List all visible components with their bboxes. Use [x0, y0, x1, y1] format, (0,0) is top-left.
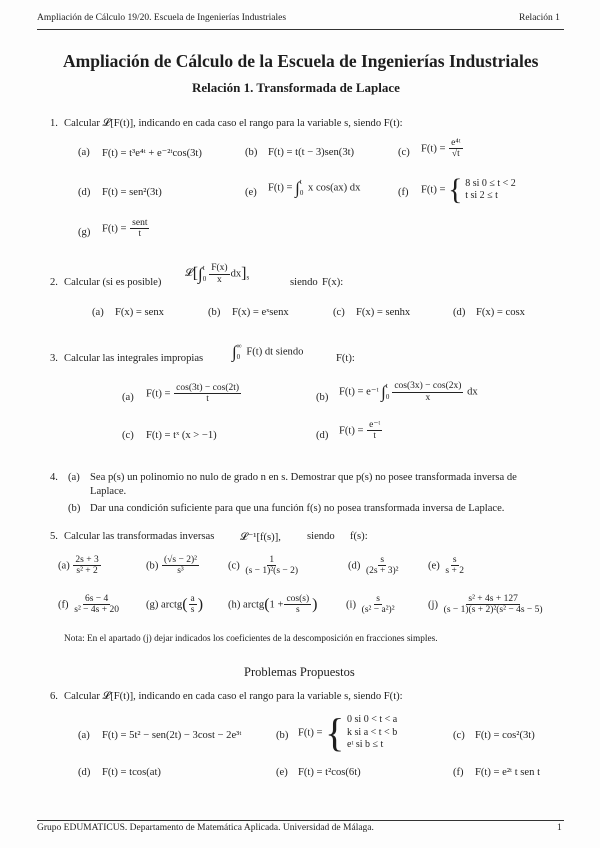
- p3-a-label: (a): [122, 392, 134, 403]
- p1-b-expr: F(t) = t(t − 3)sen(3t): [268, 147, 355, 158]
- problem-4-number: 4.: [50, 472, 58, 483]
- p5-b-label: (b): [146, 560, 159, 572]
- p5-h: [228, 594, 317, 616]
- p3-d-expr: [339, 420, 383, 442]
- p3-integral-expr: [232, 341, 303, 363]
- p5-c-label: (c): [228, 560, 240, 572]
- paren-close-icon: ): [312, 595, 318, 613]
- p3-d-label: (d): [316, 430, 329, 441]
- p5-h-fraction: [284, 594, 311, 616]
- p5-b-num: (√s − 2)²: [164, 555, 197, 565]
- p1-g-fraction: [130, 218, 149, 240]
- p1-e-body: x cos(ax) dx: [308, 182, 361, 194]
- problem-1-statement: Calcular 𝓛[F(t)], indicando en cada caso el rango para la variable s, siendo F(t):: [64, 118, 403, 129]
- p2-siendo: siendo: [290, 277, 318, 288]
- bracket-close-icon: ]: [241, 265, 247, 283]
- problem-2-statement: Calcular (si es posible): [64, 277, 162, 288]
- p2-f-num: F(x): [211, 263, 228, 274]
- paren-open-icon: (: [182, 595, 188, 613]
- p1-e-expr: [268, 177, 360, 199]
- p3-c-label: (c): [122, 430, 134, 441]
- footer-rule: [37, 820, 564, 821]
- page-title: Ampliación de Cálculo de la Escuela de Ingenierías Industriales: [63, 51, 539, 71]
- p5-c: [228, 555, 301, 577]
- brace-icon: {: [448, 173, 463, 206]
- p6-b-expr: [298, 710, 398, 755]
- p2-upper: t: [202, 264, 205, 272]
- p5-e-fraction: [443, 555, 466, 577]
- p5-h-label: (h): [228, 599, 241, 611]
- header-right: Relación 1: [519, 13, 560, 23]
- p1-c-expr: [421, 138, 464, 160]
- p6-d-expr: F(t) = tcos(at): [102, 767, 161, 778]
- p2-d-label: (d): [453, 307, 466, 318]
- footer-left: Grupo EDUMATICUS. Departamento de Matemática Aplicada. Universidad de Málaga.: [37, 823, 374, 833]
- p6-e-label: (e): [276, 767, 288, 778]
- p3-body: F(t) dt siendo: [246, 346, 304, 358]
- p6-b-label: (b): [276, 730, 289, 741]
- p5-b-fraction: [162, 555, 199, 577]
- p6-c-expr: F(t) = cos²(3t): [475, 730, 535, 741]
- p3-c-expr: F(t) = tˣ (x > −1): [146, 430, 217, 441]
- paren-close-icon: ): [197, 595, 204, 613]
- p1-d-label: (d): [78, 187, 91, 198]
- p2-fraction: [209, 263, 229, 285]
- p4-a-label: (a): [68, 472, 80, 483]
- problem-3-number: 3.: [50, 353, 58, 364]
- p5-e-label: (e): [428, 560, 440, 572]
- p5-row1: [58, 555, 102, 577]
- p5-e-num: s: [452, 555, 457, 565]
- problem-1-number: 1.: [50, 118, 58, 129]
- problem-3-statement: Calcular las integrales impropias: [64, 353, 204, 364]
- problem-5-number: 5.: [50, 531, 58, 542]
- p3-a-lhs: F(t) =: [146, 388, 171, 400]
- p3-lower: 0: [236, 353, 241, 362]
- p5-d-den: (2s + 3)²: [366, 566, 399, 577]
- p1-f-expr: [421, 175, 516, 205]
- p4-a-line1: Sea p(s) un polinomio no nulo de grado n en s. Demostrar que p(s) no posee transformada inversa de: [90, 472, 517, 483]
- p5-j-num: s² + 4s + 127: [468, 594, 518, 604]
- p5-h-fn: arctg: [243, 599, 265, 611]
- p4-b-line: Dar una condición suficiente para que una función f(s) no posea transformada inversa de Laplace.: [90, 503, 505, 514]
- p6-d-label: (d): [78, 767, 91, 778]
- p5-f-label: (f): [58, 599, 69, 611]
- problem-5-statement: Calcular las transformadas inversas: [64, 531, 215, 542]
- p5-g-fn: arctg: [161, 599, 183, 611]
- p2-op: 𝓛: [185, 268, 193, 280]
- p5-b-den: s³: [177, 566, 184, 577]
- p5-c-num: 1: [269, 555, 275, 565]
- p1-c-lhs: F(t) =: [421, 143, 446, 155]
- integral-sign-icon: ∫: [295, 178, 300, 198]
- p3-b-num: cos(3x) − cos(2x): [394, 381, 462, 392]
- p5-g-fraction: [189, 594, 197, 616]
- p3-a-expr: [146, 383, 242, 405]
- p1-e-lower: 0: [299, 189, 304, 198]
- p5-a-fraction: [73, 555, 100, 577]
- p1-b-label: (b): [245, 147, 258, 158]
- p5-op: 𝓛⁻¹[f(s)],: [240, 532, 281, 543]
- p5-d-num: s: [380, 555, 385, 565]
- p5-f-den: s² − 4s + 20: [74, 605, 119, 616]
- integral-sign-icon: ∫: [381, 382, 386, 402]
- p5-i-den: (s² − a²)²: [361, 605, 395, 616]
- p1-f-case1: 8 si 0 ≤ t < 2: [465, 177, 516, 189]
- p5-j: [428, 594, 546, 616]
- p6-a-label: (a): [78, 730, 90, 741]
- p2-transform-expr: [185, 263, 249, 285]
- p1-c-den: √t: [451, 149, 460, 160]
- header-rule: [37, 29, 564, 30]
- p5-d-label: (d): [348, 560, 361, 572]
- p3-b-lhs: F(t) = e⁻ᵗ: [339, 386, 379, 398]
- p6-a-expr: F(t) = 5t² − sen(2t) − 3cost − 2e³ᵗ: [102, 730, 242, 741]
- p1-f-label: (f): [398, 187, 409, 198]
- p2-c-expr: F(x) = senhx: [356, 307, 411, 318]
- p5-i-num: s: [376, 594, 380, 604]
- footer-page-number: 1: [557, 823, 562, 833]
- p1-g-expr: [102, 218, 150, 240]
- p4-b-label: (b): [68, 503, 81, 514]
- page-subtitle: Relación 1. Transformada de Laplace: [192, 80, 400, 95]
- p2-b-label: (b): [208, 307, 221, 318]
- p3-b-den: x: [425, 392, 431, 403]
- p5-g-label: (g): [146, 599, 159, 611]
- p5-f-num: 6s − 4: [84, 594, 109, 604]
- p5-i-label: (i): [346, 599, 356, 611]
- p5-fs: f(s):: [350, 531, 368, 542]
- p3-d-den: t: [373, 431, 377, 442]
- p6-b-cases: [347, 714, 397, 752]
- p5-e: [428, 555, 467, 577]
- p5-f: [58, 594, 122, 616]
- p1-g-lhs: F(t) =: [102, 223, 127, 235]
- p5-c-den: (s − 1)²(s − 2): [245, 566, 299, 577]
- header-left: Ampliación de Cálculo 19/20. Escuela de Ingenierías Industriales: [37, 13, 287, 23]
- p3-ft: F(t):: [336, 353, 355, 364]
- p1-f-case2: t si 2 ≤ t: [465, 190, 498, 201]
- p5-h-one: 1 +: [269, 599, 284, 611]
- paren-open-icon: (: [264, 595, 270, 613]
- p5-g: [146, 594, 203, 616]
- p1-e-label: (e): [245, 187, 257, 198]
- p5-a-label: (a): [58, 560, 70, 572]
- p3-b-expr: [339, 381, 478, 403]
- p5-j-den: (s − 1)(s + 2)²(s² − 4s − 5): [443, 605, 543, 616]
- problem-6-statement: Calcular 𝓛[F(t)], indicando en cada caso el rango para la variable s, siendo F(t):: [64, 691, 403, 702]
- p5-a-num: 2s + 3: [75, 555, 99, 565]
- p5-siendo: siendo: [307, 531, 335, 542]
- bracket-open-icon: [: [192, 265, 199, 283]
- integral-sign-icon: ∫: [232, 342, 237, 362]
- p5-b: [146, 555, 200, 577]
- p1-e-lhs: F(t) =: [268, 182, 293, 194]
- p5-i: [346, 594, 398, 616]
- p5-g-den: s: [190, 605, 195, 616]
- p6-e-expr: F(t) = t²cos(6t): [298, 767, 361, 778]
- p6-b-lhs: F(t) =: [298, 727, 323, 739]
- p2-lower: 0: [202, 275, 207, 284]
- p6-b-case1: 0 si 0 < t < a: [347, 714, 398, 726]
- section-heading: Problemas Propuestos: [244, 665, 355, 679]
- p5-j-fraction: [442, 594, 545, 616]
- p5-d-fraction: [364, 555, 400, 577]
- p5-i-fraction: [360, 594, 397, 616]
- p2-a-label: (a): [92, 307, 104, 318]
- p3-d-fraction: [367, 420, 382, 442]
- p1-e-upper: t: [299, 178, 302, 186]
- p5-a-den: s² + 2: [76, 566, 98, 577]
- p2-b-expr: F(x) = eˣsenx: [232, 307, 289, 318]
- p5-e-den: s + 2: [445, 566, 464, 577]
- brace-icon: {: [325, 710, 345, 755]
- p6-f-expr: F(t) = e²ᵗ t sen t: [475, 767, 541, 778]
- p6-c-label: (c): [453, 730, 465, 741]
- p2-sub: s: [246, 273, 250, 282]
- p1-g-num: sent: [132, 218, 148, 228]
- p1-a-expr: F(t) = t³e⁴ᵗ + e⁻²ᵗcos(3t): [102, 148, 202, 159]
- p2-f-den: x: [217, 274, 222, 285]
- p3-a-den: t: [206, 394, 209, 405]
- p3-upper: ∞: [236, 342, 242, 350]
- p6-b-case2: k si a < t < b: [347, 726, 398, 738]
- p2-fx: F(x):: [322, 277, 344, 288]
- p5-g-num: a: [190, 594, 195, 604]
- p3-d-lhs: F(t) =: [339, 425, 364, 437]
- p1-d-expr: F(t) = sen²(3t): [102, 187, 162, 198]
- p1-f-lhs: F(t) =: [421, 184, 446, 196]
- p1-g-den: t: [138, 229, 142, 240]
- p5-c-fraction: [243, 555, 300, 577]
- p5-h-num: cos(s): [286, 594, 310, 604]
- problem-2-number: 2.: [50, 277, 58, 288]
- p3-b-upper: t: [385, 382, 388, 390]
- p3-b-dx: dx: [467, 386, 478, 398]
- p5-j-label: (j): [428, 599, 438, 611]
- p3-b-label: (b): [316, 392, 329, 403]
- p3-d-num: e⁻ᵗ: [369, 420, 381, 430]
- p2-d-expr: F(x) = cosx: [476, 307, 525, 318]
- p1-f-cases: [465, 178, 516, 203]
- p6-f-label: (f): [453, 767, 464, 778]
- p3-a-fraction: [174, 383, 241, 405]
- p5-f-fraction: [72, 594, 121, 616]
- p4-a-line2: Laplace.: [90, 486, 127, 497]
- p3-b-lower: 0: [385, 393, 390, 402]
- p5-d: [348, 555, 402, 577]
- p5-note: Nota: En el apartado (j) dejar indicados los coeficientes de la descomposición en fracciones simples.: [64, 634, 438, 644]
- p1-c-label: (c): [398, 147, 410, 158]
- p3-b-fraction: [392, 381, 463, 403]
- p2-dx: dx: [230, 268, 242, 280]
- p2-c-label: (c): [333, 307, 345, 318]
- p3-a-num: cos(3t) − cos(2t): [176, 383, 240, 393]
- p6-b-case3: eᵗ si b ≤ t: [347, 739, 384, 751]
- p5-h-den: s: [295, 605, 300, 616]
- p1-a-label: (a): [78, 147, 90, 158]
- p1-g-label: (g): [78, 227, 91, 238]
- p1-c-num: e⁴ᵗ: [451, 138, 461, 148]
- p1-c-fraction: [449, 138, 462, 160]
- integral-sign-icon: ∫: [198, 264, 203, 284]
- problem-6-number: 6.: [50, 691, 58, 702]
- p2-a-expr: F(x) = senx: [115, 307, 164, 318]
